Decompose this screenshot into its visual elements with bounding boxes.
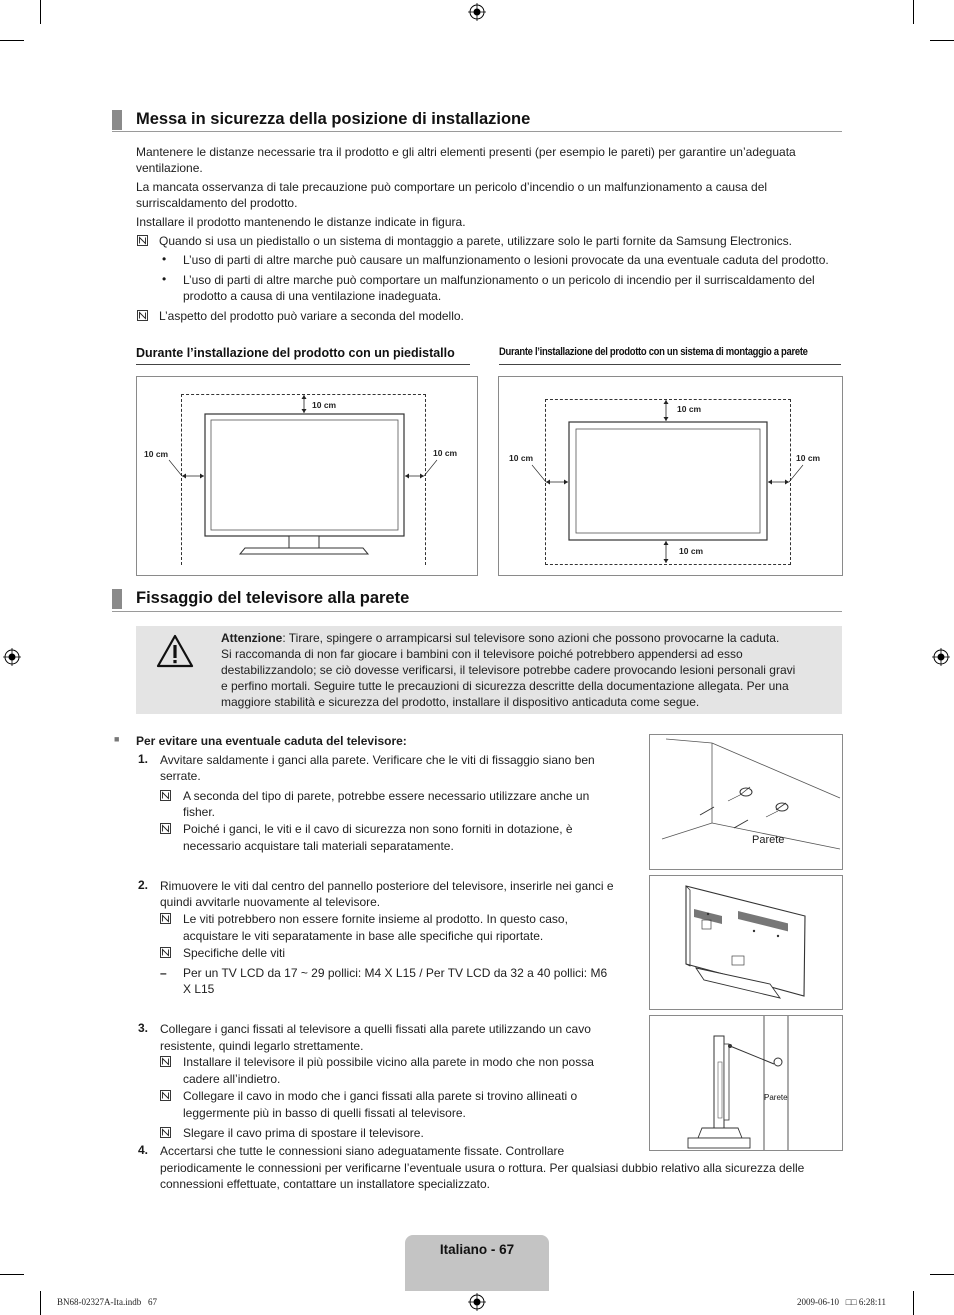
note-text: fisher.: [183, 805, 216, 819]
tv-rear-panel-drawing: [650, 876, 842, 1009]
bullet-text: L’uso di parti di altre marche può causare un malfunzionamento o lesioni provocate da una eventuale caduta del prodotto.: [183, 253, 829, 267]
wall-corner-hooks-drawing: [650, 735, 842, 869]
section-title-installation: Messa in sicurezza della posizione di installazione: [136, 110, 531, 128]
paragraph: Mantenere le distanze necessarie tra il prodotto e gli altri elementi presenti (per esempio le pareti) per garantire un’adeguata: [136, 145, 796, 159]
step-text: quindi avvitarle nuovamente al televisore.: [160, 895, 381, 909]
note-text: Le viti potrebbero non essere fornite insieme al prodotto. In questo caso,: [183, 912, 568, 926]
warning-line: maggiore stabilità e sicurezza del prodotto, installare il dispositivo anticaduta come segue.: [221, 695, 700, 709]
wall-hooks-figure: [649, 734, 843, 870]
step-text: resistente, quindi legarlo strettamente.: [160, 1039, 364, 1053]
note-text: Quando si usa un piedistallo o un sistema di montaggio a parete, utilizzare solo le parti fornite da Samsung Electronics.: [159, 234, 793, 248]
registration-mark-icon: [468, 1293, 486, 1311]
registration-mark-icon: [932, 648, 950, 666]
note-text: acquistare le viti separatamente in base alle specifiche qui riportate.: [183, 929, 544, 943]
spec-text: Per un TV LCD da 17 ~ 29 pollici: M4 X L15 / Per TV LCD da 32 a 40 pollici: M6: [183, 966, 608, 980]
heading-rule: [112, 131, 842, 132]
crop-mark: [913, 0, 914, 24]
crop-mark: [0, 40, 24, 41]
dimension-right: 10 cm: [433, 448, 458, 458]
crop-mark: [930, 1274, 954, 1275]
note-text: L’aspetto del prodotto può variare a seconda del modello.: [159, 309, 464, 323]
note-text: Installare il televisore il più possibile vicino alla parete in modo che non possa: [183, 1055, 594, 1069]
dimension-left: 10 cm: [144, 449, 169, 459]
bullet-mark: •: [162, 272, 167, 286]
note-icon: [160, 1090, 171, 1101]
tv-back-figure: [649, 875, 843, 1010]
heading-bar: [112, 110, 122, 130]
paragraph: surriscaldamento del prodotto.: [136, 196, 298, 210]
bullet-text: prodotto a causa di una ventilazione inadeguata.: [183, 289, 442, 303]
note-text: A seconda del tipo di parete, potrebbe essere necessario utilizzare anche un: [183, 789, 590, 803]
step-text: periodicamente le connessioni per verificarne l’eventuale usura o rottura. Per qualsiasi dubbio relativo alla sicurezza delle: [160, 1161, 805, 1175]
note-text: leggermente più in basso di quelli fissati al televisore.: [183, 1106, 466, 1120]
crop-mark: [0, 1274, 24, 1275]
note-icon: [137, 235, 148, 246]
bullet-mark: •: [162, 252, 167, 266]
step-number: 1.: [138, 752, 149, 766]
wall-label: Parete: [764, 1093, 788, 1102]
note-icon: [160, 947, 171, 958]
wall-heading: Durante l’installazione del prodotto con un sistema di montaggio a parete: [499, 346, 808, 358]
note-icon: [160, 1056, 171, 1067]
crop-mark: [930, 40, 954, 41]
prevent-heading: Per evitare una eventuale caduta del televisore:: [136, 734, 407, 748]
dimension-bottom: 10 cm: [679, 546, 704, 556]
note-text: Collegare il cavo in modo che i ganci fissati alla parete si trovino allineati o: [183, 1089, 578, 1103]
step-text: Avvitare saldamente i ganci alla parete. Verificare che le viti di fissaggio siano ben: [160, 753, 595, 767]
paragraph: ventilazione.: [136, 161, 203, 175]
wall-mounted-tv-drawing: [499, 377, 842, 575]
note-text: necessario acquistare tali materiali separatamente.: [183, 839, 454, 853]
registration-mark-icon: [468, 3, 486, 21]
crop-mark: [40, 1291, 41, 1315]
warning-text: [221, 630, 779, 647]
tv-tethered-to-wall-drawing: [650, 1016, 842, 1150]
heading-rule: [112, 611, 842, 612]
stand-heading: Durante l’installazione del prodotto con un piedistallo: [136, 346, 455, 360]
wall-mount-clearance-figure: [498, 376, 843, 576]
note-text: Specifiche delle viti: [183, 946, 286, 960]
sub-heading-rule: [136, 364, 470, 365]
step-text: connessioni effettuate, contattare un installatore specializzato.: [160, 1177, 490, 1191]
footer-timestamp: 2009-06-10 □□ 6:28:11: [797, 1297, 887, 1307]
paragraph: Installare il prodotto mantenendo le distanze indicate in figura.: [136, 215, 466, 229]
warning-line: destabilizzandolo; se ciò dovesse verificarsi, il televisore potrebbe cadere provocando lesioni personali gravi: [221, 663, 796, 677]
dash-mark: –: [160, 966, 167, 980]
step-text: serrate.: [160, 769, 201, 783]
note-icon: [160, 913, 171, 924]
step-text: Accertarsi che tutte le connessioni siano adeguatamente fissate. Controllare: [160, 1144, 565, 1158]
sub-heading-rule: [499, 364, 841, 365]
section-title-wall-fixing: Fissaggio del televisore alla parete: [136, 589, 410, 607]
note-icon: [137, 310, 148, 321]
dimension-top: 10 cm: [677, 404, 702, 414]
bullet-text: L’uso di parti di altre marche può comportare un malfunzionamento o un pericolo di incendio per il surriscaldamento del: [183, 273, 815, 287]
paragraph: La mancata osservanza di tale precauzione può comportare un pericolo d’incendio o un malfunzionamento a causa del: [136, 180, 768, 194]
tv-side-view-figure: [649, 1015, 843, 1151]
tv-on-stand-drawing: [137, 377, 477, 575]
step-text: Rimuovere le viti dal centro del pannello posteriore del televisore, inserirle nei ganci e: [160, 879, 614, 893]
page-number-label: Italiano - 67: [439, 1242, 515, 1257]
warning-line: Si raccomanda di non far giocare i bambini con il televisore poiché potrebbero appendersi ad esso: [221, 647, 743, 661]
note-text: Poiché i ganci, le viti e il cavo di sicurezza non sono forniti in dotazione, è: [183, 822, 573, 836]
warning-line: e perfino mortali. Seguire tutte le precauzioni di sicurezza descritte della documentazione allegata. Per una: [221, 679, 789, 693]
step-number: 4.: [138, 1143, 149, 1157]
note-icon: [160, 1127, 171, 1138]
crop-mark: [913, 1291, 914, 1315]
wall-label: Parete: [752, 834, 785, 846]
warning-line: : Tirare, spingere o arrampicarsi sul televisore sono azioni che possono provocarne la caduta.: [282, 631, 780, 645]
stand-clearance-figure: [136, 376, 478, 576]
step-number: 3.: [138, 1021, 149, 1035]
note-icon: [160, 823, 171, 834]
crop-mark: [40, 0, 41, 24]
note-text: cadere all’indietro.: [183, 1072, 281, 1086]
heading-bar: [112, 589, 122, 609]
spec-text: X L15: [183, 982, 215, 996]
warning-label: Attenzione: [221, 631, 283, 645]
note-icon: [160, 790, 171, 801]
warning-triangle-icon: [156, 634, 194, 668]
square-bullet: ■: [114, 734, 120, 744]
dimension-left: 10 cm: [509, 453, 534, 463]
dimension-top: 10 cm: [312, 400, 337, 410]
footer-file-info: BN68-02327A-Ita.indb 67: [57, 1297, 157, 1307]
note-text: Slegare il cavo prima di spostare il televisore.: [183, 1126, 424, 1140]
registration-mark-icon: [3, 648, 21, 666]
step-text: Collegare i ganci fissati al televisore a quelli fissati alla parete utilizzando un cavo: [160, 1022, 591, 1036]
step-number: 2.: [138, 878, 149, 892]
dimension-right: 10 cm: [796, 453, 821, 463]
